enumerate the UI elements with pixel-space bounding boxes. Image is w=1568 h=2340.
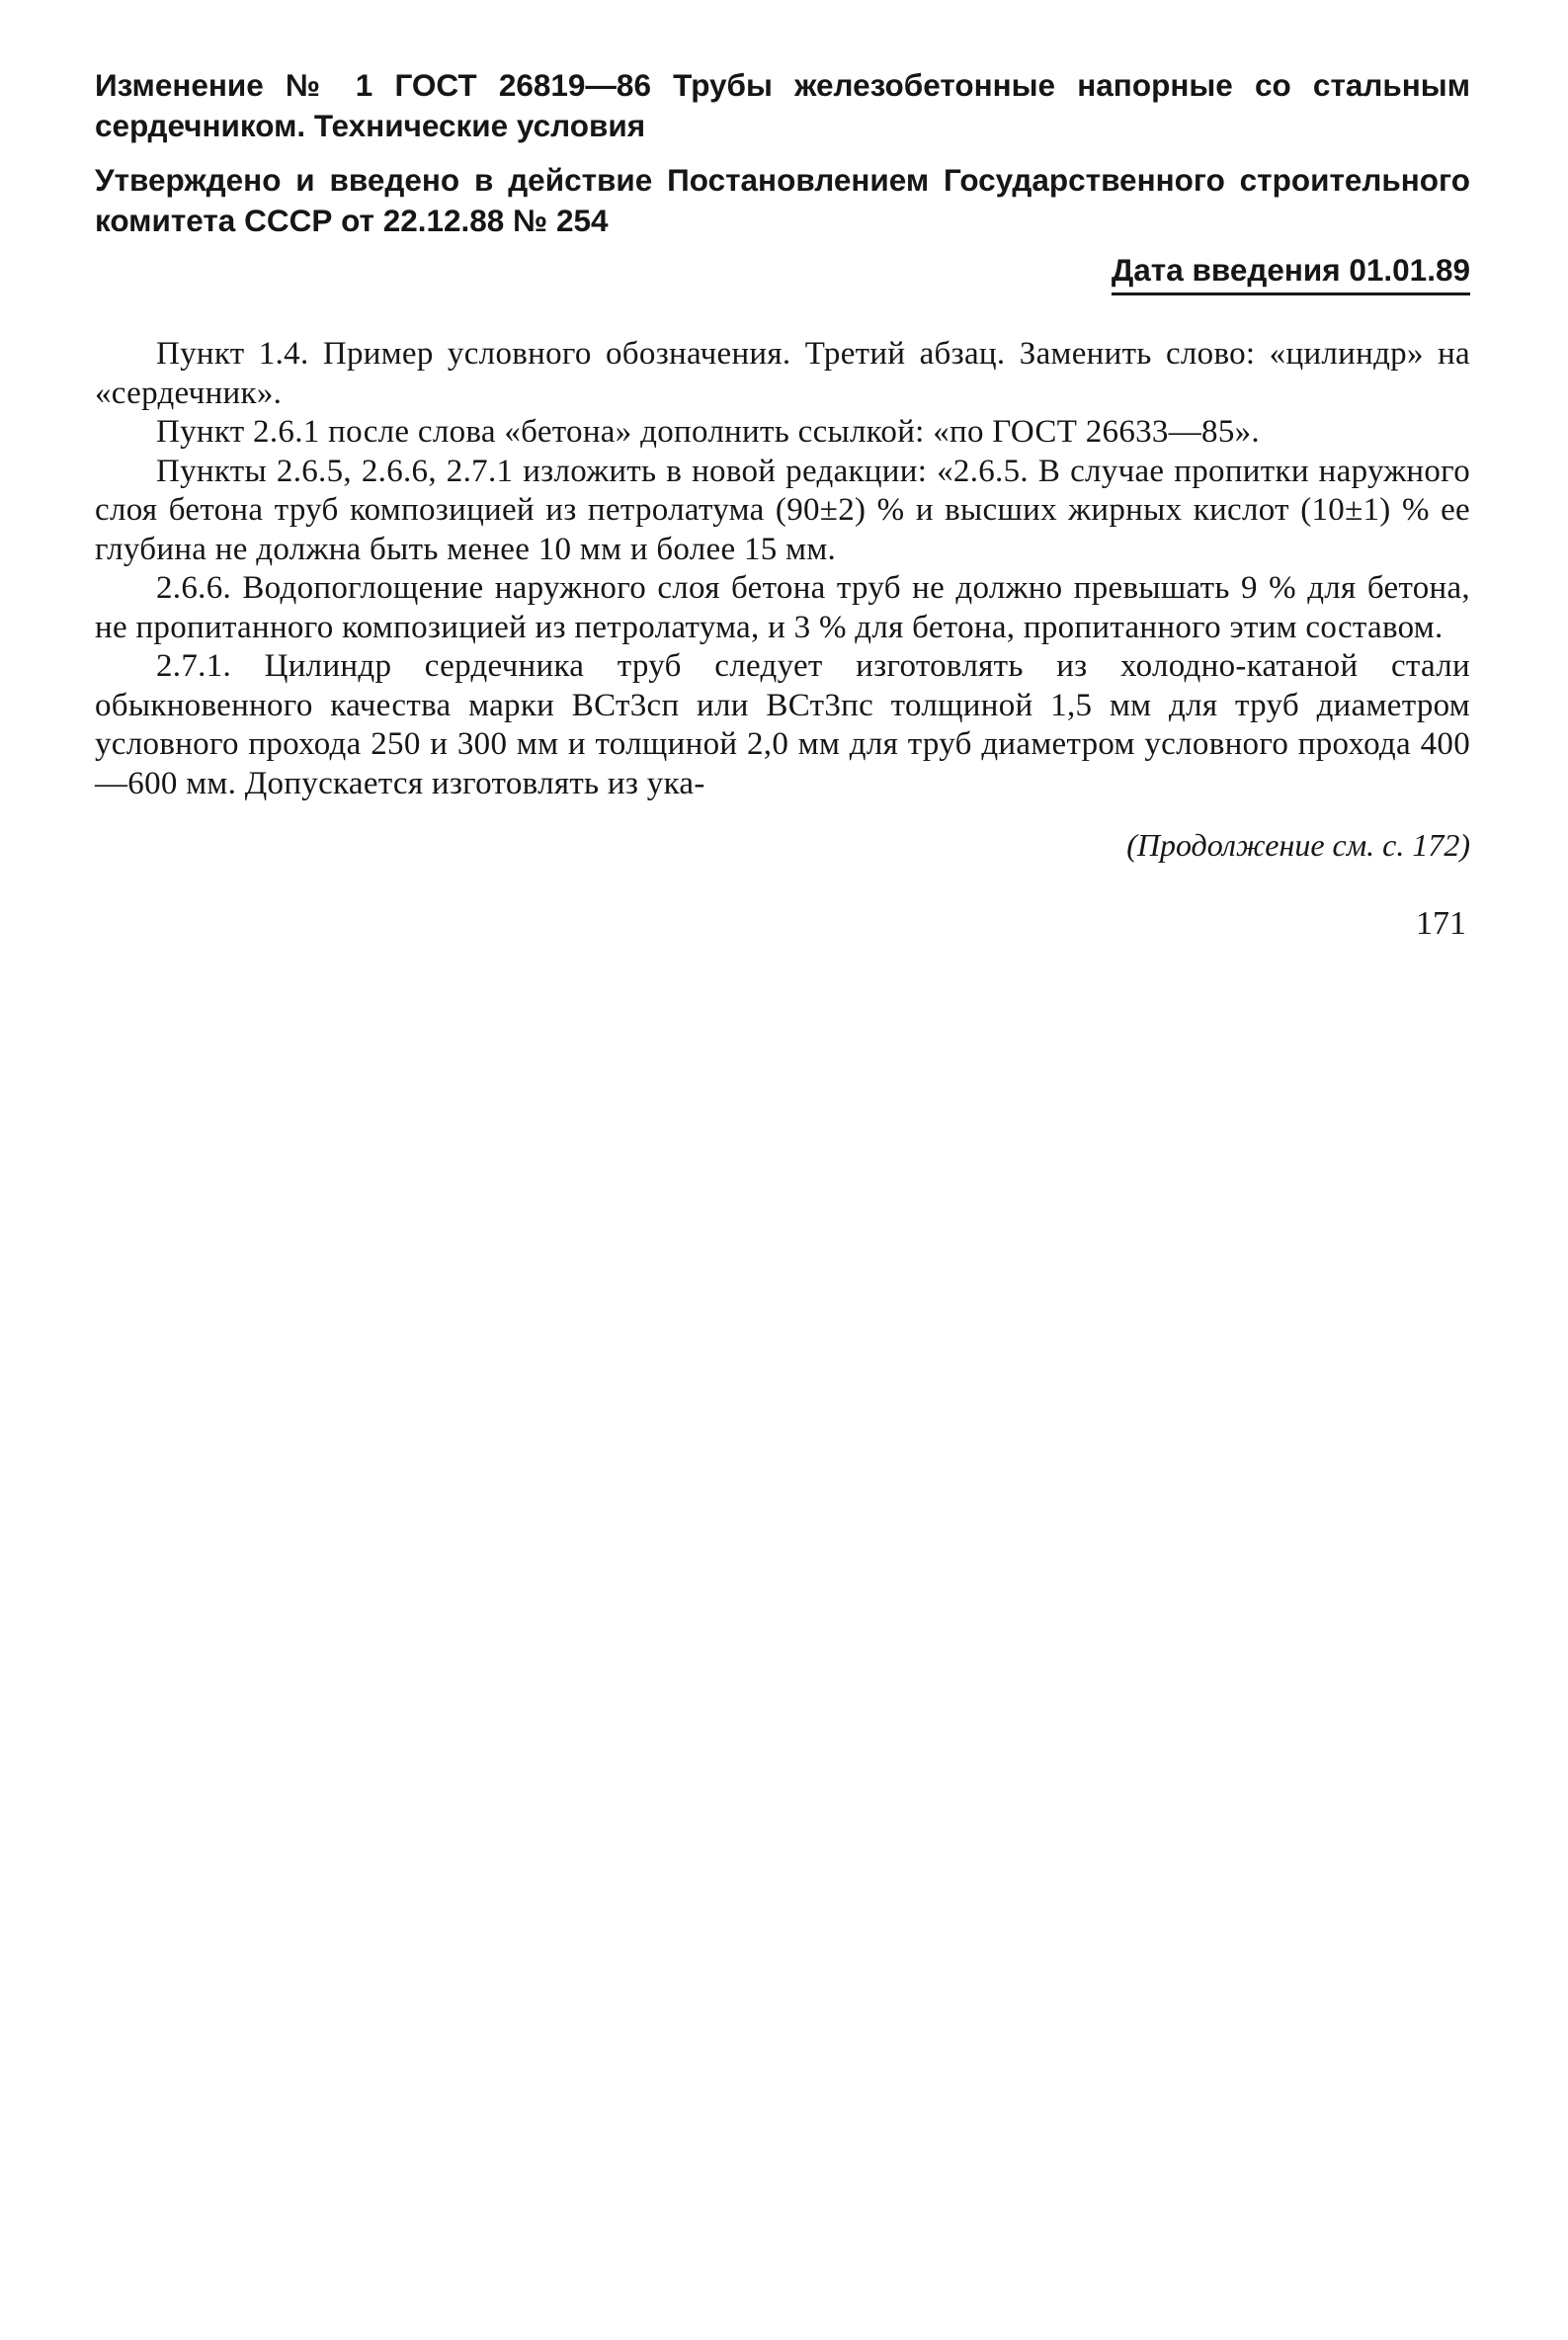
page-number: 171 [1416,905,1466,942]
paragraph-3: Пункты 2.6.5, 2.6.6, 2.7.1 изложить в новой редакции: «2.6.5. В случае пропитки наружного слоя бетона труб композицией из петролатума (90±2) % и высших жирных кислот (10±1) % ее глубина не должна быть менее 10 мм и более 15 мм. [95,453,1470,567]
paragraph-4: 2.6.6. Водопоглощение наружного слоя бетона труб не должно превышать 9 % для бетона, не пропитанного композицией из петролатума, и 3 % для бетона, пропитанного этим составом. [95,570,1470,645]
continuation-note: (Продолжение см. с. 172) [1126,827,1470,863]
document-body [95,335,1470,803]
document-page [95,65,1470,944]
effective-date: Дата введения 01.01.89 [1112,251,1470,295]
approval-statement: Утверждено и введено в действие Постановлением Государственного строительного комитета СССР от 22.12.88 № 254 [95,162,1470,238]
paragraph-2: Пункт 2.6.1 после слова «бетона» дополнить ссылкой: «по ГОСТ 26633—85». [156,414,1260,450]
paragraph-1: Пункт 1.4. Пример условного обозначения. Третий абзац. Заменить слово: «цилиндр» на «сердечник». [95,336,1470,411]
paragraph-5: 2.7.1. Цилиндр сердечника труб следует изготовлять из холодно-катаной стали обыкновенного качества марки ВСт3сп или ВСт3пс толщиной 1,5 мм для труб диаметром условного прохода 250 и 300 мм и толщиной 2,0 мм для труб диаметром условного прохода 400—600 мм. Допускается изготовлять из ука- [95,648,1470,801]
document-title: Изменение № 1 ГОСТ 26819—86 Трубы железобетонные напорные со стальным сердечником. Технические условия [95,67,1470,143]
effective-date-row [95,251,1470,295]
